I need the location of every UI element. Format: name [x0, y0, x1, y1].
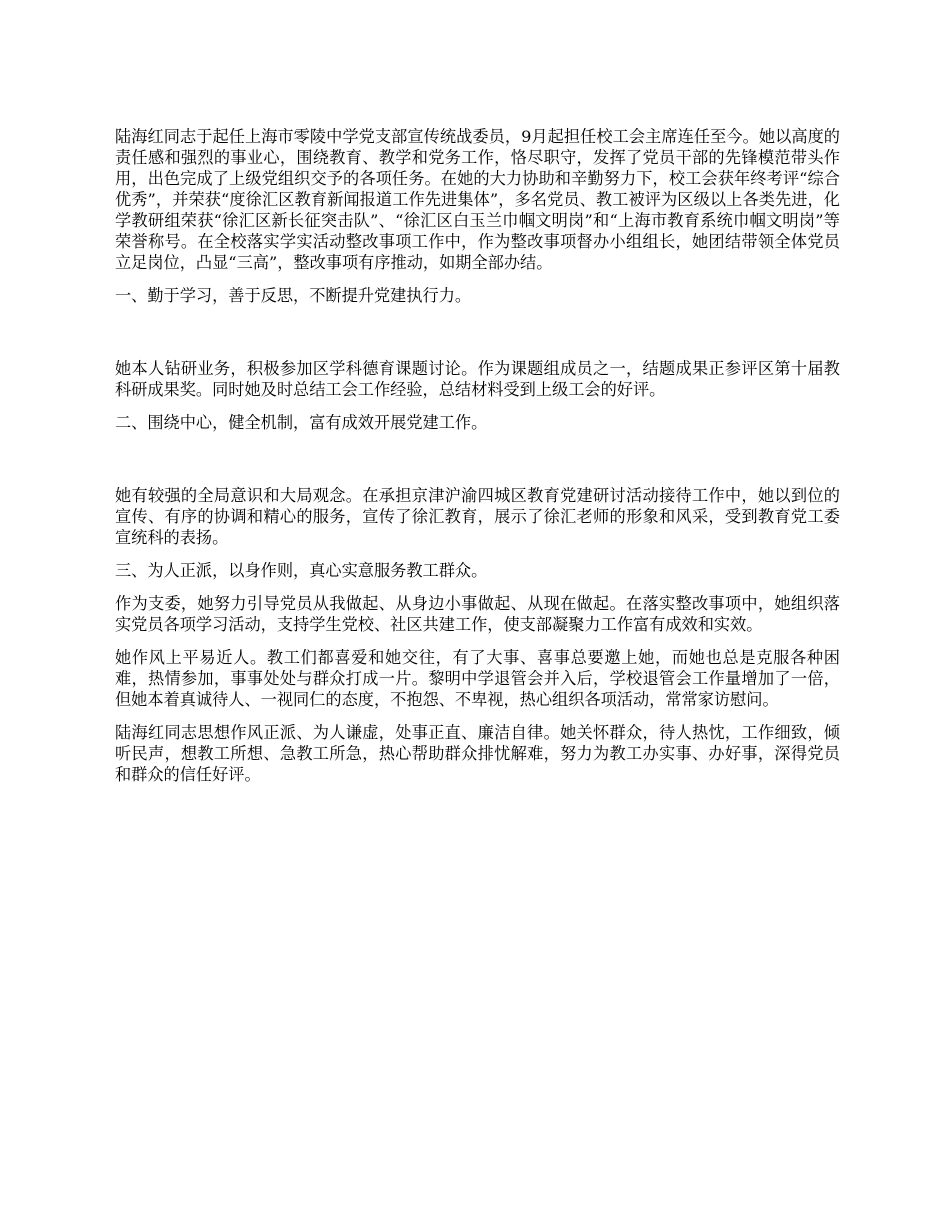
section-heading-1: 一、勤于学习，善于反思，不断提升党建执行力。 [115, 286, 472, 305]
section-3-paragraph-2: 她作风上平易近人。教工们都喜爱和她交往，有了大事、喜事总要邀上她，而她也总是克服各种困难，热情参加，事事处处与群众打成一片。黎明中学退管会并入后，学校退管会工作量增加了一倍，但她本着真诚待人、一视同仁的态度，不抱怨、不卑视，热心组织各项活动，常常家访慰问。 [115, 648, 840, 709]
intro-paragraph: 陆海红同志于起任上海市零陵中学党支部宣传统战委员，9月起担任校工会主席连任至今。她以高度的责任感和强烈的事业心，围绕教育、教学和党务工作，恪尽职守，发挥了党员干部的先锋模范带头作用，出色完成了上级党组织交予的各项任务。在她的大力协助和辛勤努力下，校工会获年终考评“综合优秀”，并荣获“度徐汇区教育新闻报道工作先进集体”，多名党员、教工被评为区级以上各类先进，化学教研组荣获“徐汇区新长征突击队”、“徐汇区白玉兰巾帼文明岗”和“上海市教育系统巾帼文明岗”等荣誉称号。在全校落实学实活动整改事项工作中，作为整改事项督办小组组长，她团结带领全体党员立足岗位，凸显“三高”，整改事项有序推动，如期全部办结。 [115, 127, 840, 272]
closing-paragraph: 陆海红同志思想作风正派、为人谦虚，处事正直、廉洁自律。她关怀群众，待人热忱，工作细致，倾听民声，想教工所想、急教工所急，热心帮助群众排忧解难，努力为教工办实事、办好事，深得党员和群众的信任好评。 [115, 723, 840, 784]
document-body [115, 126, 840, 797]
section-2-paragraph: 她有较强的全局意识和大局观念。在承担京津沪渝四城区教育党建研讨活动接待工作中，她以到位的宣传、有序的协调和精心的服务，宣传了徐汇教育，展示了徐汇老师的形象和风采，受到教育党工委宣统科的表扬。 [115, 486, 840, 547]
section-heading-2: 二、围绕中心，健全机制，富有成效开展党建工作。 [115, 413, 488, 432]
section-heading-3: 三、为人正派，以身作则，真心实意服务教工群众。 [115, 561, 488, 580]
blank-gap [115, 318, 840, 358]
section-3-paragraph-1: 作为支委，她努力引导党员从我做起、从身边小事做起、从现在做起。在落实整改事项中，她组织落实党员各项学习活动，支持学生党校、社区共建工作，使支部凝聚力工作富有成效和实效。 [115, 594, 840, 634]
section-1-paragraph: 她本人钻研业务，积极参加区学科德育课题讨论。作为课题组成员之一，结题成果正参评区第十届教科研成果奖。同时她及时总结工会工作经验，总结材料受到上级工会的好评。 [115, 359, 840, 399]
blank-gap [115, 445, 840, 485]
